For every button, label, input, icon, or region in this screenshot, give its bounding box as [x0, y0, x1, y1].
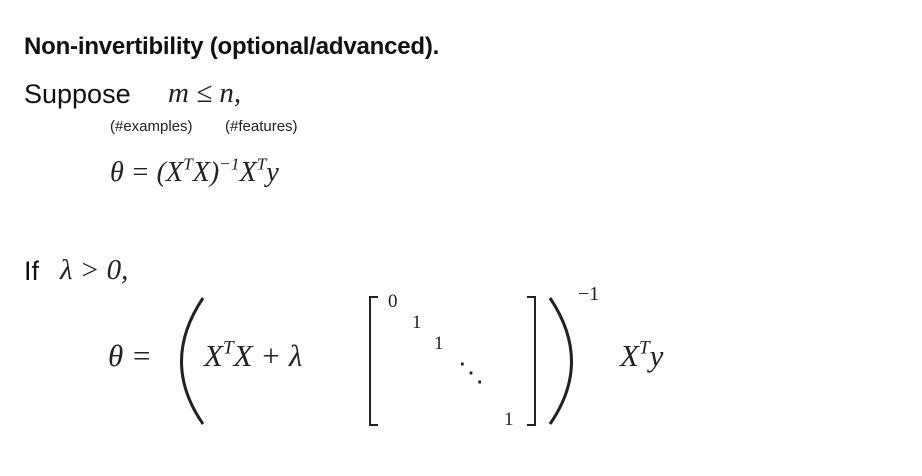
reg-inner-sup-t: T — [222, 337, 234, 359]
matrix-ellipsis: ⋱ — [458, 358, 484, 387]
reg-tail-sup-t: T — [638, 337, 650, 359]
normal-eq-mid2: X — [239, 157, 257, 188]
matrix-right-bracket — [527, 297, 535, 425]
suppose-condition: m ≤ n, — [168, 77, 242, 109]
normal-eq-inverse: −1 — [219, 154, 240, 174]
left-big-paren — [182, 298, 204, 424]
regularized-eq-inner — [204, 338, 302, 374]
matrix-entry-2: 1 — [434, 333, 444, 354]
matrix-entry-1: 1 — [412, 312, 422, 333]
reg-tail-y: y — [649, 338, 664, 373]
reg-inner-x1: X — [204, 338, 223, 373]
if-condition: λ > 0, — [60, 254, 129, 286]
outer-inverse-power: −1 — [578, 283, 600, 305]
reg-inner-rest: X + λ — [233, 338, 303, 373]
normal-eq-sup-t2: T — [256, 154, 267, 174]
regularized-eq-tail — [620, 338, 663, 374]
matrix-entry-0: 0 — [388, 291, 398, 312]
regularized-eq-lhs: θ = — [108, 338, 152, 373]
reg-tail-x: X — [620, 338, 639, 373]
normal-eq-mid1: X) — [192, 157, 220, 188]
if-label: If — [24, 256, 40, 286]
matrix-left-bracket — [370, 297, 378, 425]
annotation-features: (#features) — [225, 118, 298, 135]
normal-eq-lhs: θ = (X — [110, 157, 184, 188]
normal-eq-end: y — [266, 157, 279, 188]
normal-eq-sup-t1: T — [183, 154, 193, 174]
right-big-paren — [550, 298, 572, 424]
suppose-label: Suppose — [24, 79, 131, 109]
slide-title: Non-invertibility (optional/advanced). — [24, 33, 440, 60]
matrix-entry-last: 1 — [504, 409, 514, 430]
annotation-examples: (#examples) — [110, 118, 193, 135]
